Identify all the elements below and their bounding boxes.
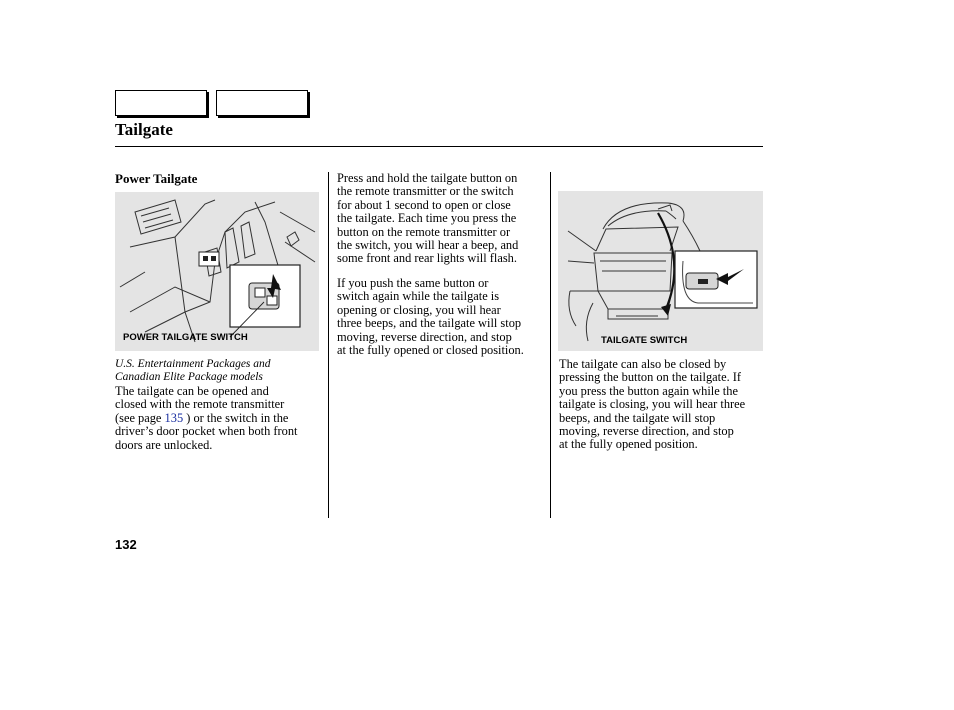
nav-tab-1[interactable]: [115, 90, 207, 116]
column2-paragraph-2: If you push the same button or switch again while the tailgate is opening or closing, you will hear three beeps, and the tailgate will stop moving, reverse direction, and stop at the fully opened or closed position.: [337, 276, 524, 358]
tailgate-switch-illustration: [558, 191, 763, 351]
vehicle-rear-drawing: [558, 191, 763, 351]
page-title: Tailgate: [115, 120, 173, 139]
section-heading: Power Tailgate: [115, 171, 198, 186]
page-number: 132: [115, 537, 137, 552]
title-divider: [115, 146, 763, 147]
power-tailgate-switch-illustration: [115, 192, 319, 351]
column-divider-2: [550, 172, 551, 518]
column1-text-after-link: ) or the switch in the driver’s door pocket when both front doors are unlocked.: [115, 410, 298, 452]
models-note: U.S. Entertainment Packages and Canadian Elite Package models: [115, 358, 271, 384]
figure-left-caption: POWER TAILGATE SWITCH: [123, 332, 248, 343]
column1-paragraph: [115, 385, 325, 452]
column-divider-1: [328, 172, 329, 518]
figure-right-caption: TAILGATE SWITCH: [601, 335, 688, 346]
column2-paragraph-1: Press and hold the tailgate button on the remote transmitter or the switch for about 1 second to open or close the tailgate. Each time you press the button on the remote transmitter or the switch, you will hear a beep, and some front and rear lights will flash.: [337, 171, 519, 266]
nav-tab-2[interactable]: [216, 90, 308, 116]
page-reference-link[interactable]: 135: [164, 410, 184, 425]
column3-paragraph-1: The tailgate can also be closed by pressing the button on the tailgate. If you press the button again while the tailgate is closing, you will hear three beeps, and the tailgate will stop moving, reverse direction, and stop at the fully opened position.: [559, 357, 746, 452]
door-pocket-drawing: [115, 192, 319, 351]
column1-text-before-link: The tailgate can be opened and closed with the remote transmitter (see page: [115, 384, 285, 425]
